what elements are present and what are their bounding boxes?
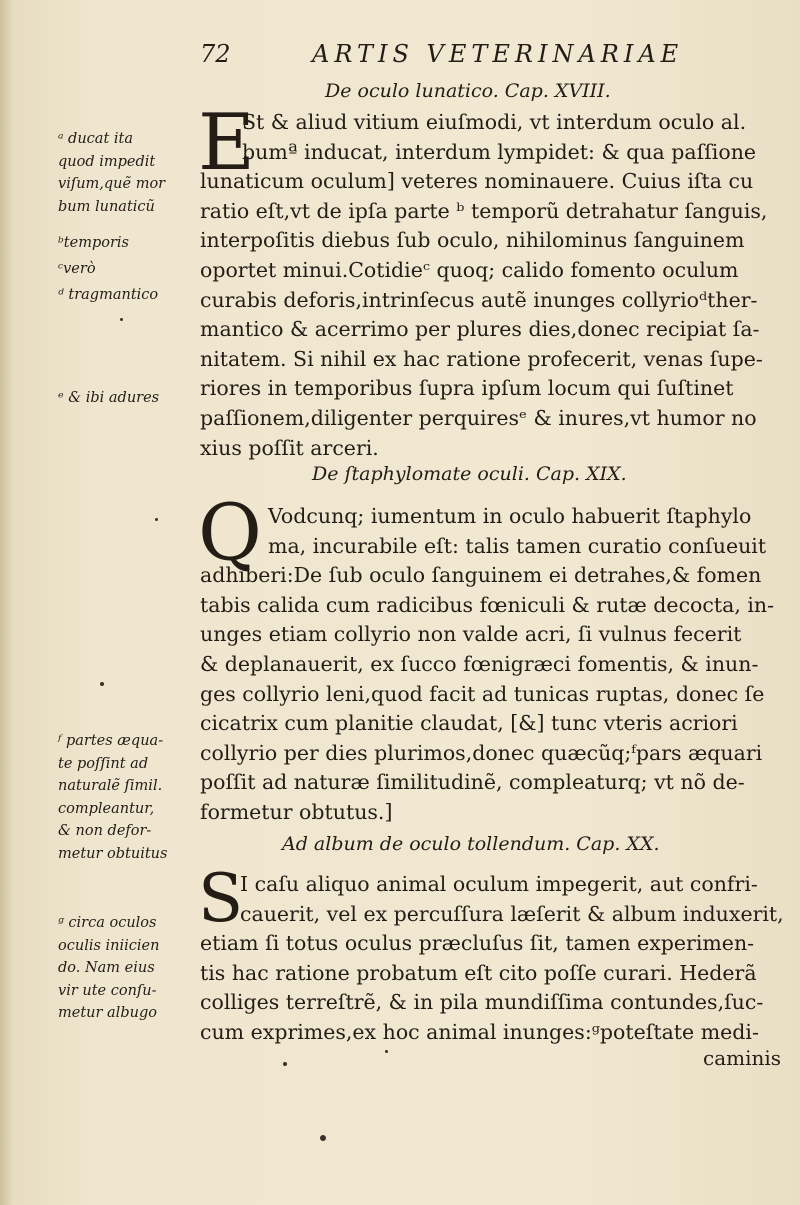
text-line: cum exprimes,ex hoc animal inunges:ᵍpoteſtate medi- [200,1019,759,1044]
chapter-19-text [200,502,792,828]
marginal-line: metur albugo [58,1005,157,1021]
marginal-line: te poſſint ad [58,755,149,772]
marginal-line: ᵉ & ibi adures [58,390,160,406]
text-line: nitatem. Si nihil ex hac ratione profecerit, venas ſupe- [200,346,763,371]
chapter-20-initial: S [198,860,244,937]
catchword: caminis [703,1046,782,1070]
text-line: poſſit ad naturæ ſimilitudinẽ, compleaturq; vt nõ de- [200,770,745,795]
marginal-line: ᵈ tragmantico [58,287,159,303]
marginal-line: ᵍ circa oculos [58,915,157,931]
chapter-19-initial: Q [198,488,262,578]
text-line: tis hac ratione probatum eſt cito poſſe curari. Hederã [200,960,757,985]
marginal-line: ᵃ ducat ita [58,131,133,147]
text-line: interpoſitis diebus ſub oculo, nihilominus ſanguinem [200,228,745,253]
text-line: mantico & acerrimo per plures dies,donec recipiat ſa- [200,317,760,342]
chapter-18-text [200,108,792,463]
marginal-note-b [58,232,198,255]
text-line: I caſu aliquo animal oculum impegerit, aut confri- [240,872,758,896]
chapter-18-initial: E [198,98,255,188]
ink-speck [385,1050,388,1053]
text-line: ma, incurabile eſt: talis tamen curatio conſueuit [268,533,767,558]
text-line: paſſionem,diligenter perquiresᵉ & inures,vt humor no [200,405,757,430]
marginal-note-d [58,284,198,307]
text-line: & deplanauerit, ex ſucco fœnigræci fomentis, & inun- [200,651,759,676]
marginal-note-g [58,912,198,1025]
marginal-line: oculis iniicien [58,937,160,954]
marginal-line: metur obtuitus [58,845,168,862]
gutter-shadow [0,0,14,1205]
ink-speck [100,682,104,686]
text-line: ratio eſt,vt de ipſa parte ᵇ temporũ detrahatur ſanguis, [200,198,768,223]
marginal-line: quod impedit [58,153,156,170]
marginal-line: ᶠ partes æqua- [58,733,164,749]
marginal-line: vir ute conſu- [58,982,157,999]
text-line: riores in temporibus ſupra ipſum locum qui ſuſtinet [200,376,734,401]
chapter-20-heading: Ad album de oculo tollendum. Cap. XX. [282,833,660,855]
text-line: tabis calida cum radicibus fœniculi & rutæ decocta, in- [200,592,775,617]
marginal-line: viſum,quẽ mor [58,176,166,192]
ink-speck [120,318,123,321]
chapter-18-heading: De oculo lunatico. Cap. XVIII. [325,80,611,102]
marginal-note-c [58,258,198,281]
text-line: etiam ſi totus oculus præcluſus ſit, tamen experimen- [200,931,755,956]
ink-speck [320,1135,326,1141]
marginal-line: naturalẽ ſimil. [58,778,163,794]
text-line: formetur obtutus.] [200,799,393,824]
marginal-note-a [58,128,198,218]
marginal-line: do. Nam eius [58,960,155,976]
marginal-line: ᵇtemporis [58,235,129,251]
text-line: Vodcunq; iumentum in oculo habuerit ſtaphylo [268,504,752,528]
text-line: curabis deforis,intrinſecus autẽ inunges collyrioᵈther- [200,287,758,312]
page-number: 72 [200,40,231,68]
text-line: xius poſſit arceri. [200,435,379,460]
text-line: cicatrix cum planitie claudat, [&] tunc vteris acriori [200,711,738,736]
marginal-note-f [58,730,198,865]
marginal-line: ᶜverò [58,261,96,277]
text-line: cauerit, vel ex percuſſura læſerit & album induxerit, [240,901,784,926]
running-title: ARTIS VETERINARIAE [312,40,684,68]
text-line: collyrio per dies plurimos,donec quæcũq;ᶠpars æquari [200,740,763,765]
text-line: ges collyrio leni,quod facit ad tunicas ruptas, donec ſe [200,681,765,706]
text-line: lunaticum oculum] veteres nominauere. Cuius iſta cu [200,169,754,194]
ink-speck [283,1062,287,1066]
chapter-20-text [200,870,792,1048]
marginal-line: compleantur, [58,800,155,817]
text-line: St & aliud vitium eiuſmodi, vt interdum oculo al. [242,110,747,134]
chapter-19-heading: De ſtaphylomate oculi. Cap. XIX. [312,463,627,485]
ink-speck [155,518,158,521]
text-line: bumª inducat, interdum lympidet: & qua paſſione [242,139,757,164]
marginal-line: & non defor- [58,823,152,839]
text-line: adhiberi:De ſub oculo ſanguinem ei detrahes,& fomen [200,563,762,588]
text-line: unges etiam collyrio non valde acri, ſi vulnus fecerit [200,622,742,647]
marginal-note-e [58,387,198,410]
text-line: colliges terreſtrẽ, & in pila mundiſſima contundes,ſuc- [200,990,764,1015]
text-line: oportet minui.Cotidieᶜ quoq; calido fomento oculum [200,257,739,282]
marginal-line: bum lunaticũ [58,198,155,215]
page-header [200,40,760,80]
